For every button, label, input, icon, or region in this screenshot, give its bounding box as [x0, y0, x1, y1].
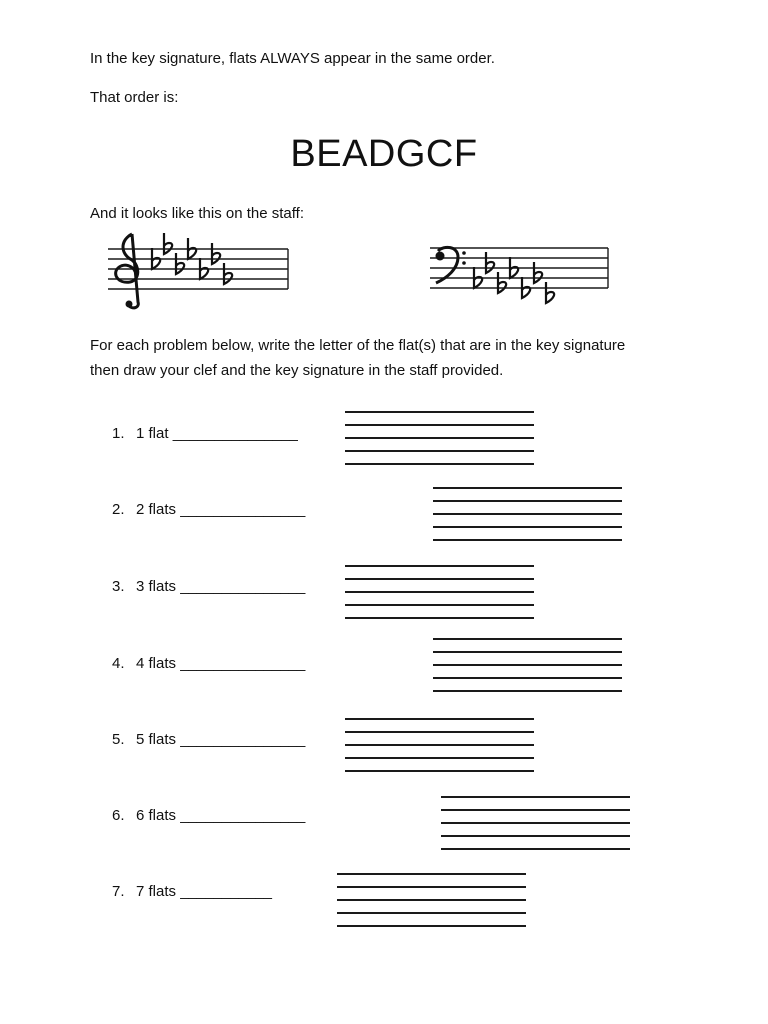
- problem-label: 3 flats: [136, 578, 177, 595]
- flat-icon: [546, 282, 554, 303]
- answer-blank[interactable]: _______________: [172, 425, 298, 442]
- problem-label: 7 flats: [136, 883, 177, 900]
- flat-order-title: BEADGCF: [290, 133, 478, 175]
- answer-staff-6[interactable]: [441, 796, 630, 850]
- flat-icon: [534, 262, 542, 283]
- flat-icon: [212, 243, 220, 264]
- flat-icon: [164, 233, 172, 254]
- flat-icon: [474, 267, 482, 288]
- treble-clef-icon: [116, 234, 139, 308]
- problem-label: 5 flats: [136, 731, 177, 748]
- flat-icon: [522, 277, 530, 298]
- problem-2: [112, 501, 305, 519]
- answer-staff-4[interactable]: [433, 638, 622, 692]
- answer-blank[interactable]: _______________: [180, 501, 306, 518]
- treble-key-signature-example: [106, 226, 296, 312]
- answer-blank[interactable]: _______________: [180, 807, 306, 824]
- intro-line-3: And it looks like this on the staff:: [90, 205, 305, 222]
- problem-6: [112, 807, 305, 825]
- problem-label: 4 flats: [136, 655, 177, 672]
- flat-icon: [200, 258, 208, 279]
- problem-number: 5.: [112, 731, 125, 748]
- flat-icon: [152, 248, 160, 269]
- flat-icon: [188, 238, 196, 259]
- problem-label: 6 flats: [136, 807, 177, 824]
- answer-staff-5[interactable]: [345, 718, 534, 772]
- instructions-line-2: then draw your clef and the key signature in the staff provided.: [90, 362, 504, 379]
- answer-blank[interactable]: _______________: [180, 731, 306, 748]
- answer-staff-7[interactable]: [337, 873, 526, 927]
- problem-number: 6.: [112, 807, 125, 824]
- problem-3: [112, 578, 305, 596]
- problem-5: [112, 731, 305, 749]
- problem-number: 1.: [112, 425, 125, 442]
- problem-number: 2.: [112, 501, 125, 518]
- problem-label: 1 flat: [136, 425, 169, 442]
- flat-icon: [176, 253, 184, 274]
- instructions: [90, 333, 710, 383]
- problem-number: 3.: [112, 578, 125, 595]
- flat-icon: [486, 252, 494, 273]
- problem-number: 4.: [112, 655, 125, 672]
- bass-key-signature-example: [428, 236, 618, 308]
- answer-blank[interactable]: _______________: [180, 655, 306, 672]
- problem-7: [112, 883, 272, 901]
- flat-icon: [510, 257, 518, 278]
- answer-staff-3[interactable]: [345, 565, 534, 619]
- problem-4: [112, 655, 305, 673]
- answer-blank[interactable]: _______________: [180, 578, 306, 595]
- flat-icon: [498, 272, 506, 293]
- answer-blank[interactable]: ___________: [180, 883, 272, 900]
- problem-1: [112, 425, 298, 443]
- intro-line-2: That order is:: [90, 89, 179, 106]
- problem-label: 2 flats: [136, 501, 177, 518]
- flat-icon: [224, 263, 232, 284]
- answer-staff-2[interactable]: [433, 487, 622, 541]
- answer-staff-1[interactable]: [345, 411, 534, 465]
- problem-number: 7.: [112, 883, 125, 900]
- intro-line-1: In the key signature, flats ALWAYS appear in the same order.: [90, 50, 495, 67]
- instructions-line-1: For each problem below, write the letter of the flat(s) that are in the key signature: [90, 337, 626, 354]
